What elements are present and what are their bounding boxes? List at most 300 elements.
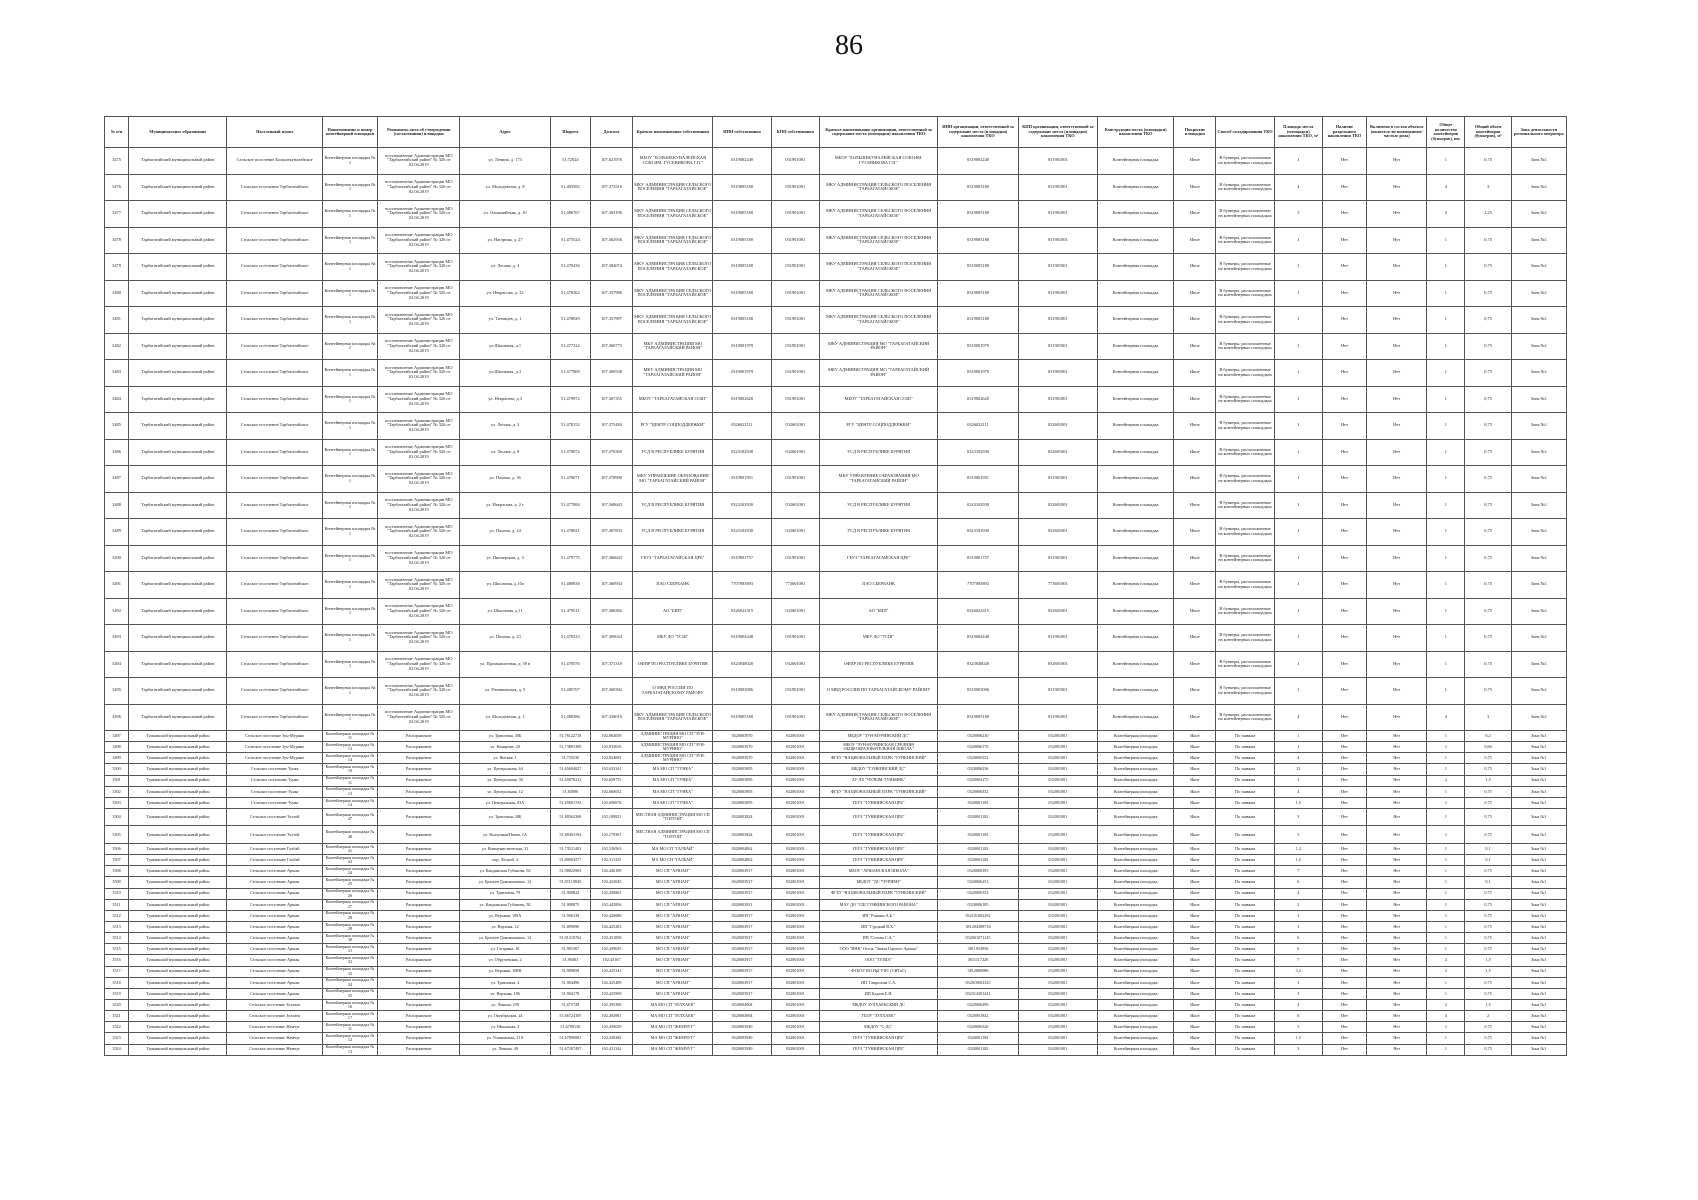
table-cell: Контейнерная площадка № 1 (322, 413, 377, 440)
table-cell: МА МО СП "ТУНКА" (633, 797, 713, 808)
table-cell: Зона №1 (1511, 704, 1566, 731)
table-cell: Иное (1174, 731, 1216, 742)
table-cell: 032001001 (771, 955, 819, 966)
table-cell: 032001001 (771, 855, 819, 866)
table-cell: 51,91210762 (550, 933, 590, 944)
table-cell: 0320003917 (713, 966, 771, 977)
table-cell: По заявкам (1216, 786, 1274, 797)
table-cell: Сельское поселение Аршан (227, 944, 322, 955)
table-cell: Сельское поселение Тарбагатайское (227, 572, 322, 599)
table-cell: Нет (1322, 742, 1366, 753)
table-cell: УСД В РЕСПУБЛИКЕ БУРЯТИЯ (819, 519, 937, 546)
table-cell: 0319005180 (713, 280, 771, 307)
table-cell: 3812000086 (938, 966, 1018, 977)
table-cell: Иное (1174, 545, 1216, 572)
table-cell: ул. Молодёжная, д. 1 (460, 704, 550, 731)
table-cell: 0320001182 (938, 843, 1018, 854)
table-cell: 3 (1274, 921, 1322, 932)
table-cell: Сельское поселение Тунка (227, 797, 322, 808)
table-cell: 107,367355 (590, 386, 632, 413)
table-cell: 032001001 (1018, 775, 1097, 786)
table-cell: 032001001 (771, 1033, 819, 1044)
table-cell: 032601001 (1018, 519, 1097, 546)
table-cell: Тарбагатайский муниципальный район (129, 413, 227, 440)
table-cell: 4 (1274, 786, 1322, 797)
table-cell: Сельское поселение Жемчуг (227, 1044, 322, 1055)
table-cell: 031901001 (1018, 466, 1097, 493)
table-cell: 1 (1427, 797, 1465, 808)
table-cell: 1 (1427, 651, 1465, 678)
table-cell: 1 (1427, 899, 1465, 910)
table-cell: Контейнерная площадка (1097, 888, 1173, 899)
table-cell: 031901001 (771, 704, 819, 731)
table-cell: Нет (1367, 519, 1427, 546)
table-cell: 3811117220 (938, 955, 1018, 966)
table-cell: 3 (1274, 1022, 1322, 1033)
table-cell: Зона №1 (1511, 572, 1566, 599)
table-cell: Контейнерная площадка (1097, 966, 1173, 977)
table-cell: ГБУЗ "ТУНКИНСКАЯ ЦРБ" (819, 843, 937, 854)
table-cell: В бункеры, расположенные на контейнерных площадках (1216, 545, 1274, 572)
table-cell: Иное (1174, 360, 1216, 387)
table-cell: 102,425969 (590, 988, 632, 999)
table-cell: 51,675749 (550, 999, 590, 1010)
table-cell: Нет (1367, 439, 1427, 466)
table-cell: 51,67287497 (550, 1044, 590, 1055)
table-cell: 032001001 (771, 764, 819, 775)
table-cell: 0,75 (1465, 977, 1511, 988)
table-cell: 0320003917 (713, 944, 771, 955)
table-cell: УСД В РЕСПУБЛИКЕ БУРЯТИЯ (633, 439, 713, 466)
table-cell: МЕСТНАЯ АДМИНИСТРАЦИЯ МО СП "ТОЛТОЙ" (633, 808, 713, 826)
table-cell: МО СП "АРШАН" (633, 866, 713, 877)
table-cell: 1 (1427, 843, 1465, 854)
table-cell: МБУ ДО "ТСШ" (633, 625, 713, 652)
table-cell: По заявкам (1216, 921, 1274, 932)
table-cell: ул. Обручевская, 2 (460, 955, 550, 966)
table-cell: 032001001 (771, 921, 819, 932)
table-cell: ул. Пахома, д. 23 (460, 625, 550, 652)
table-cell: 102,430861 (590, 888, 632, 899)
table-cell: 0320003824 (713, 808, 771, 826)
table-row (105, 360, 1567, 387)
column-header: Муниципальное образование (129, 117, 227, 148)
table-cell: Сельское поселение Тарбагатайское (227, 174, 322, 201)
table-cell: Контейнерная площадка (1097, 999, 1173, 1010)
table-cell: МА МО СП "ГАЛБАЙ" (633, 855, 713, 866)
table-cell: По заявкам (1216, 999, 1274, 1010)
table-cell: Распоряжение (378, 899, 460, 910)
table-cell: 0320001182 (938, 808, 1018, 826)
table-cell: ул. Трактовая, 4 (460, 977, 550, 988)
table-row (105, 1044, 1567, 1055)
table-cell: постановление Администрации МО "Тарбагатайский район" № 326 от 02.04.2019 (378, 625, 460, 652)
table-cell: ГБУЗ "ТУНКИНСКАЯ ЦРБ" (819, 808, 937, 826)
table-cell: Контейнерная площадка № 1 (322, 254, 377, 281)
table-cell: Тункинский муниципальный район (129, 753, 227, 764)
table-cell: Иное (1174, 572, 1216, 599)
table-cell: 3480 (105, 280, 129, 307)
table-cell: Зона №1 (1511, 955, 1566, 966)
table-cell: 0,75 (1465, 753, 1511, 764)
table-cell: Тункинский муниципальный район (129, 899, 227, 910)
table-cell: Контейнерная площадка № 1 (322, 492, 377, 519)
table-cell: 51,91119845 (550, 877, 590, 888)
table-cell: 1 (1427, 678, 1465, 705)
table-cell: 7 (1274, 866, 1322, 877)
table-cell: 1 (1427, 545, 1465, 572)
table-cell: 1 (1274, 227, 1322, 254)
table-cell: 0319003006 (938, 678, 1018, 705)
header-row (105, 117, 1567, 148)
table-cell: 0,66 (1465, 742, 1511, 753)
table-cell: МКУ АДМИНИСТРАЦИЯ СЕЛЬСКОГО ПОСЕЛЕНИЯ "ТАРБАГАТАЙСКОЕ" (819, 704, 937, 731)
table-cell: 102,660052 (590, 786, 632, 797)
table-cell: Контейнерная площадка № 14 (322, 753, 377, 764)
table-cell: МКУ УПРАВЛЕНИЕ ОБРАЗОВАНИЯ МО "ТАРБАГАТАЙСКИЙ РАЙОН" (633, 466, 713, 493)
table-cell: Тункинский муниципальный район (129, 786, 227, 797)
table-cell: 3478 (105, 227, 129, 254)
table-cell: Распоряжение (378, 999, 460, 1010)
table-cell: 2 (1427, 999, 1465, 1010)
table-cell: постановление Администрации МО "Тарбагатайский район" № 326 от 02.04.2019 (378, 519, 460, 546)
table-cell: МКУ АДМИНИСТРАЦИЯ СЕЛЬСКОГО ПОСЕЛЕНИЯ "ТАРБАГАТАЙСКОЕ" (633, 254, 713, 281)
column-header: Включено в состав объекта (является ли помещением/частью дома) (1367, 117, 1427, 148)
table-cell: 0319002620 (938, 386, 1018, 413)
table-cell: 032001001 (771, 899, 819, 910)
table-cell: Зона №1 (1511, 843, 1566, 854)
table-cell: 0320003970 (713, 731, 771, 742)
table-cell: 0,75 (1465, 254, 1511, 281)
table-cell: 0,75 (1465, 933, 1511, 944)
table-cell: 0320003917 (713, 921, 771, 932)
table-cell: Нет (1367, 742, 1427, 753)
table-cell: МКУ АДМИНИСТРАЦИЯ СЕЛЬСКОГО ПОСЕЛЕНИЯ "ТАРБАГАТАЙСКОЕ" (819, 174, 937, 201)
table-cell: Зона №1 (1511, 977, 1566, 988)
table-cell: ул. Верхняя, 109А (460, 910, 550, 921)
table-cell: Контейнерная площадка (1097, 1044, 1173, 1055)
table-cell: Распоряжение (378, 1011, 460, 1022)
table-cell: 032001001 (771, 866, 819, 877)
table-cell: МА МО СП "ЗУЛХАЕК" (633, 1011, 713, 1022)
table-cell: 032001001 (1018, 966, 1097, 977)
table-cell: 0,75 (1465, 786, 1511, 797)
table-cell: Тарбагатайский муниципальный район (129, 519, 227, 546)
table-cell: 1,5 (1465, 966, 1511, 977)
table-cell: 3 (1274, 1044, 1322, 1055)
table-cell: АО "БИП" (633, 598, 713, 625)
table-cell: 0319005180 (938, 704, 1018, 731)
table-cell: ул. Кандинская Губанова, 5Б (460, 899, 550, 910)
column-header: Адрес (460, 117, 550, 148)
column-header: Населенный пункт (227, 117, 322, 148)
table-row (105, 888, 1567, 899)
table-cell: Контейнерная площадка № 26 (322, 888, 377, 899)
table-cell: 032001001 (1018, 977, 1097, 988)
table-cell: Контейнерная площадка № 13 (322, 742, 377, 753)
table-cell: МКУ АДМИНИСТРАЦИЯ СЕЛЬСКОГО ПОСЕЛЕНИЯ "ТАРБАГАТАЙСКОЕ" (633, 227, 713, 254)
table-cell: 032001001 (771, 808, 819, 826)
table-cell: Контейнерная площадка (1097, 174, 1173, 201)
table-cell: Тарбагатайский муниципальный район (129, 466, 227, 493)
table-cell: ПАО СБЕРБАНК (819, 572, 937, 599)
table-cell: 3482 (105, 333, 129, 360)
table-cell: Зона №1 (1511, 999, 1566, 1010)
table-cell: Тункинский муниципальный район (129, 797, 227, 808)
table-cell: 031901001 (1018, 148, 1097, 175)
table-cell: МКУ АДМИНИСТРАЦИЯ МО "ТАРБАГАТАЙСКИЙ РАЙОН" (819, 360, 937, 387)
table-cell: МБДОУ "С-ДС" (819, 1022, 937, 1033)
table-cell: ул. Верхняя, 12 (460, 921, 550, 932)
table-cell: Иное (1174, 307, 1216, 334)
table-cell: Сельское поселение Тарбагатайское (227, 307, 322, 334)
table-cell: 1 (1427, 866, 1465, 877)
table-cell: постановление Администрации МО "Тарбагатайский район" № 326 от 02.04.2019 (378, 254, 460, 281)
table-cell: ул. Школьная, д.11 (460, 598, 550, 625)
table-row (105, 866, 1567, 877)
table-cell: 3488 (105, 492, 129, 519)
table-cell: 3523 (105, 1033, 129, 1044)
table-cell: 0319004448 (713, 625, 771, 652)
table-cell: Зона №1 (1511, 944, 1566, 955)
table-cell: МКУ АДМИНИСТРАЦИЯ СЕЛЬСКОГО ПОСЕЛЕНИЯ "ТАРБАГАТАЙСКОЕ" (819, 201, 937, 228)
table-cell: 032001001 (771, 843, 819, 854)
table-cell: 031901001 (771, 148, 819, 175)
table-cell: Контейнерная площадка (1097, 843, 1173, 854)
table-cell: Нет (1322, 775, 1366, 786)
table-cell: Иное (1174, 866, 1216, 877)
table-cell: Тункинский муниципальный район (129, 944, 227, 955)
table-cell: Контейнерная площадка № 1 (322, 227, 377, 254)
table-cell: 51,80004577 (550, 855, 590, 866)
table-cell: В бункеры, расположенные на контейнерных площадках (1216, 625, 1274, 652)
table-cell: 032001001 (1018, 888, 1097, 899)
table-cell: АУ ЛХ "ЧУЛЫМ-ТУНКИНЬ" (819, 775, 937, 786)
table-cell: 031901001 (771, 333, 819, 360)
table-cell: УСД В РЕСПУБЛИКЕ БУРЯТИЯ (633, 519, 713, 546)
table-cell: Контейнерная площадка (1097, 307, 1173, 334)
table-cell: Тарбагатайский муниципальный район (129, 174, 227, 201)
table-cell: ул. Ленина, д. 173 (460, 148, 550, 175)
table-cell: ул. Школьная, 2 (460, 1022, 550, 1033)
table-cell: Иное (1174, 333, 1216, 360)
table-cell: По заявкам (1216, 955, 1274, 966)
table-cell: Иное (1174, 877, 1216, 888)
table-cell: Распоряжение (378, 944, 460, 955)
table-cell: Контейнерная площадка (1097, 492, 1173, 519)
table-cell: ул. Коммунистическая, 31 (460, 843, 550, 854)
table-cell: Сельское поселение Зун-Мурино (227, 731, 322, 742)
table-cell: 0326022315 (938, 598, 1018, 625)
table-cell: Сельское поселение Тарбагатайское (227, 227, 322, 254)
table-cell: 4 (1274, 999, 1322, 1010)
table-row (105, 386, 1567, 413)
table-cell: 0319001757 (938, 545, 1018, 572)
table-cell: Сельское поселение Тарбагатайское (227, 492, 322, 519)
table-cell: 0320006393 (938, 866, 1018, 877)
table-cell: Сельское поселение Аршан (227, 966, 322, 977)
table-cell: 0320004904 (713, 1011, 771, 1022)
column-header: КПП собственника (771, 117, 819, 148)
table-cell: Нет (1322, 899, 1366, 910)
table-cell: Нет (1367, 227, 1427, 254)
table-cell: МКУ АДМИНИСТРАЦИЯ СЕЛЬСКОГО ПОСЕЛЕНИЯ "ТАРБАГАТАЙСКОЕ" (819, 307, 937, 334)
table-cell: 2 (1465, 1011, 1511, 1022)
table-cell: МА МО СП "ТУНКА" (633, 775, 713, 786)
table-cell: 51,478436 (550, 254, 590, 281)
table-cell: ГБУЗ "ТАРБАГАТАЙСКАЯ ЦРБ" (819, 545, 937, 572)
table-cell: 1 (1427, 826, 1465, 844)
table-cell: 0326022111 (713, 413, 771, 440)
table-cell: Контейнерная площадка № 27 (322, 899, 377, 910)
table-cell: МО СП "АРШАН" (633, 988, 713, 999)
table-cell: Зона №1 (1511, 307, 1566, 334)
table-cell: Сельское поселение Тарбагатайское (227, 625, 322, 652)
table-cell: 51,65604027 (550, 764, 590, 775)
table-cell: Сельское поселение Аршан (227, 888, 322, 899)
table-row (105, 877, 1567, 888)
table-cell: Контейнерная площадка (1097, 731, 1173, 742)
table-cell: Зона №1 (1511, 988, 1566, 999)
table-cell: Нет (1322, 888, 1366, 899)
table-cell: Нет (1367, 466, 1427, 493)
table-cell: пер. Лесной, 4 (460, 855, 550, 866)
table-cell: 3 (1274, 988, 1322, 999)
table-row (105, 966, 1567, 977)
table-cell: постановление Администрации МО "Тарбагатайский район" № 326 от 02.04.2019 (378, 413, 460, 440)
table-cell: 0320003917 (713, 888, 771, 899)
table-cell: 2 (1427, 775, 1465, 786)
table-cell: 031901001 (1018, 704, 1097, 731)
table-cell: 1 (1427, 280, 1465, 307)
column-header: КПП организации, ответственной за содержание места (площадки) накопления ТКО (1018, 117, 1097, 148)
table-cell: 3512 (105, 910, 129, 921)
table-cell: Контейнерная площадка (1097, 678, 1173, 705)
table-cell: МА МО СП "ГАЛБАЙ" (633, 843, 713, 854)
table-cell: Сельское поселение Тарбагатайское (227, 201, 322, 228)
table-cell: 0,75 (1465, 625, 1511, 652)
table-cell: 51,477324 (550, 333, 590, 360)
table-cell: 3499 (105, 753, 129, 764)
table-cell: 3483 (105, 360, 129, 387)
table-cell: Контейнерная площадка № 1 (322, 201, 377, 228)
table-row (105, 855, 1567, 866)
table-cell: 51,66724105 (550, 1011, 590, 1022)
table-cell: МКУ УПРАВЛЕНИЕ ОБРАЗОВАНИЯ МО "ТАРБАГАТАЙСКИЙ РАЙОН" (819, 466, 937, 493)
table-cell: 0,75 (1465, 492, 1511, 519)
table-cell: 1 (1427, 933, 1465, 944)
table-cell: 031901001 (1018, 360, 1097, 387)
table-cell: Нет (1322, 651, 1366, 678)
table-cell: МАУ ДО "СШ ТУНКИНСКОГО РАЙОНА" (819, 899, 937, 910)
table-cell: ул. Ушаковская, 21А (460, 1033, 550, 1044)
table-cell: 102,179301 (590, 826, 632, 844)
table-cell: По заявкам (1216, 808, 1274, 826)
table-cell: 1 (1427, 572, 1465, 599)
table-cell: 102,431342 (590, 1044, 632, 1055)
table-cell: 032601001 (1018, 598, 1097, 625)
table-cell: Нет (1367, 148, 1427, 175)
table-cell: 102,433045 (590, 877, 632, 888)
table-cell: МО СП "АРШАН" (633, 933, 713, 944)
table-cell: ИП Бадаев Б.И. (819, 988, 937, 999)
table-cell: ул. Центральная, 83А (460, 797, 550, 808)
table-cell: 0320004175 (938, 775, 1018, 786)
table-cell: Зона №1 (1511, 899, 1566, 910)
table-cell: ОФПР ПО РЕСПУБЛИКЕ БУРЯТИЯ (633, 651, 713, 678)
table-cell: По заявкам (1216, 899, 1274, 910)
table-cell: 0,75 (1465, 519, 1511, 546)
table-cell: 031901001 (1018, 625, 1097, 652)
table-row (105, 333, 1567, 360)
table-cell: 107,363196 (590, 201, 632, 228)
table-cell: Зона №1 (1511, 855, 1566, 866)
table-cell: 3479 (105, 254, 129, 281)
table-cell: ГБУЗ "ТУНКИНСКАЯ ЦРБ" (819, 1044, 937, 1055)
table-cell: 0319001979 (938, 333, 1018, 360)
table-cell: 0320003970 (713, 742, 771, 753)
table-cell: Контейнерная площадка № 32 (322, 955, 377, 966)
table-cell: 0320006185 (938, 899, 1018, 910)
table-cell: 032001001 (771, 1022, 819, 1033)
table-cell: 3496 (105, 704, 129, 731)
table-cell: Нет (1322, 492, 1366, 519)
table-cell: Сельское поселение Аршан (227, 955, 322, 966)
table-cell: 3509 (105, 877, 129, 888)
table-cell: Нет (1367, 572, 1427, 599)
table-cell: МО СП "АРШАН" (633, 921, 713, 932)
table-cell: Иное (1174, 201, 1216, 228)
table-cell: В бункеры, расположенные на контейнерных площадках (1216, 598, 1274, 625)
table-cell: МЕСТНАЯ АДМИНИСТРАЦИЯ МО СП "ТОЛТОЙ" (633, 826, 713, 844)
table-cell: 032001001 (1018, 944, 1097, 955)
table-cell: 51,90822963 (550, 866, 590, 877)
table-cell: 1,2 (1274, 843, 1322, 854)
table-cell: МКУ АДМИНИСТРАЦИЯ СЕЛЬСКОГО ПОСЕЛЕНИЯ "ТАРБАГАТАЙСКОЕ" (819, 280, 937, 307)
table-cell: По заявкам (1216, 1033, 1274, 1044)
table-cell: ул. Олимпийская, д. 10 (460, 201, 550, 228)
table-cell: 0323102930 (938, 519, 1018, 546)
table-cell: 032001001 (1018, 877, 1097, 888)
column-header: Конструкция места (площадки) накопления ТКО (1097, 117, 1173, 148)
table-header (105, 117, 1567, 148)
table-cell: 0,1 (1465, 855, 1511, 866)
table-cell: Контейнерная площадка (1097, 148, 1173, 175)
table-cell: Зона №1 (1511, 1022, 1566, 1033)
table-cell: Контейнерная площадка № 14 (322, 797, 377, 808)
table-cell: 1 (1274, 254, 1322, 281)
table-cell: 3514 (105, 933, 129, 944)
table-cell: 032001001 (771, 1011, 819, 1022)
table-cell: ФГБОУ ВО ИрГУПС (СИТаС) (819, 966, 937, 977)
table-cell: 032001001 (1018, 999, 1097, 1010)
column-header: Краткое наименование собственника (633, 117, 713, 148)
table-cell: Иное (1174, 254, 1216, 281)
table-cell: 0320006326 (938, 1022, 1018, 1033)
table-cell: 3517 (105, 966, 129, 977)
table-cell: Тункинский муниципальный район (129, 999, 227, 1010)
table-cell: 51,477884 (550, 492, 590, 519)
table-cell: 1 (1274, 148, 1322, 175)
table-cell: Нет (1367, 280, 1427, 307)
table-cell: МБОУ "ТАРБАГАТАЙСКАЯ СОШ" (633, 386, 713, 413)
table-cell: Нет (1322, 966, 1366, 977)
table-cell: 3486 (105, 439, 129, 466)
table-cell: 0,75 (1465, 466, 1511, 493)
table-cell: Иное (1174, 999, 1216, 1010)
table-cell: Контейнерная площадка (1097, 1022, 1173, 1033)
table-cell: ул. Верхняя, 108В (460, 966, 550, 977)
